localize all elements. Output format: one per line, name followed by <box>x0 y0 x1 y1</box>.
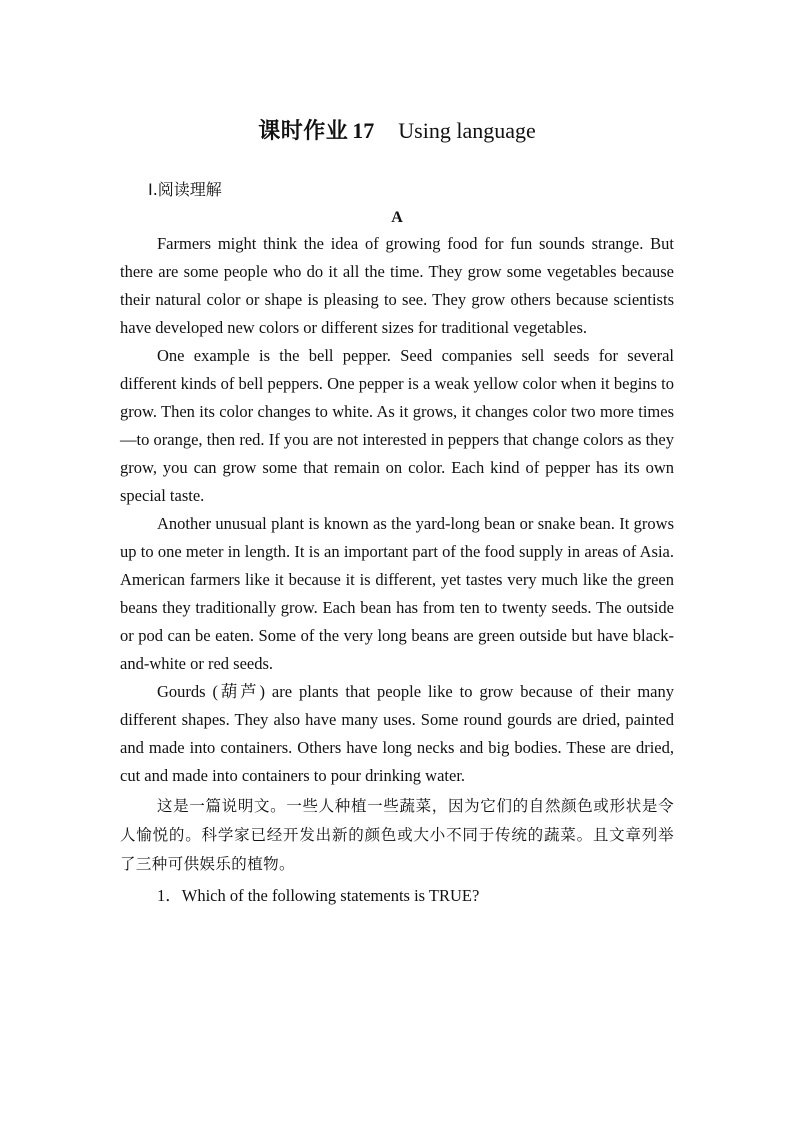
section-heading: Ⅰ.阅读理解 <box>148 180 222 199</box>
title-chinese: 课时作业 <box>258 119 349 144</box>
paragraph-3: Another unusual plant is known as the yard-long bean or snake bean. It grows up to one meter in length. It is an important part of the food supply in areas of Asia. American farmers like it because it is different, yet tastes very much like the green beans they traditionally grow. Each bean has from ten to twenty seeds. The outside or pod can be eaten. Some of the very long beans are green outside but have black-and-white or red seeds. <box>120 514 674 673</box>
passage-body <box>120 230 674 910</box>
page-title <box>0 114 794 149</box>
paragraph-4: Gourds (葫芦) are plants that people like to grow because of their many different shapes. They also have many uses. Some round gourds are dried, painted and made into containers. Others have long necks and big bodies. These are dried, cut and made into containers to pour drinking water. <box>120 682 674 785</box>
title-number: 17 <box>352 118 375 143</box>
question-1: 1．Which of the following statements is TRUE? <box>157 886 480 905</box>
paragraph-1: Farmers might think the idea of growing food for fun sounds strange. But there are some people who do it all the time. They grow some vegetables because their natural color or shape is pleasing to see. They grow others because scientists have developed new colors or different sizes for traditional vegetables. <box>120 234 674 337</box>
paragraph-2: One example is the bell pepper. Seed companies sell seeds for several different kinds of bell peppers. One pepper is a weak yellow color when it begins to grow. Then its color changes to white. As it grows, it changes color two more times—to orange, then red. If you are not interested in peppers that change colors as they grow, you can grow some that remain on color. Each kind of pepper has its own special taste. <box>120 346 674 505</box>
passage-letter: A <box>391 209 403 226</box>
title-english: Using language <box>398 118 536 143</box>
passage-summary: 这是一篇说明文。一些人种植一些蔬菜，因为它们的自然颜色或形状是令人愉悦的。科学家已经开发出新的颜色或大小不同于传统的蔬菜。且文章列举了三种可供娱乐的植物。 <box>120 797 674 873</box>
